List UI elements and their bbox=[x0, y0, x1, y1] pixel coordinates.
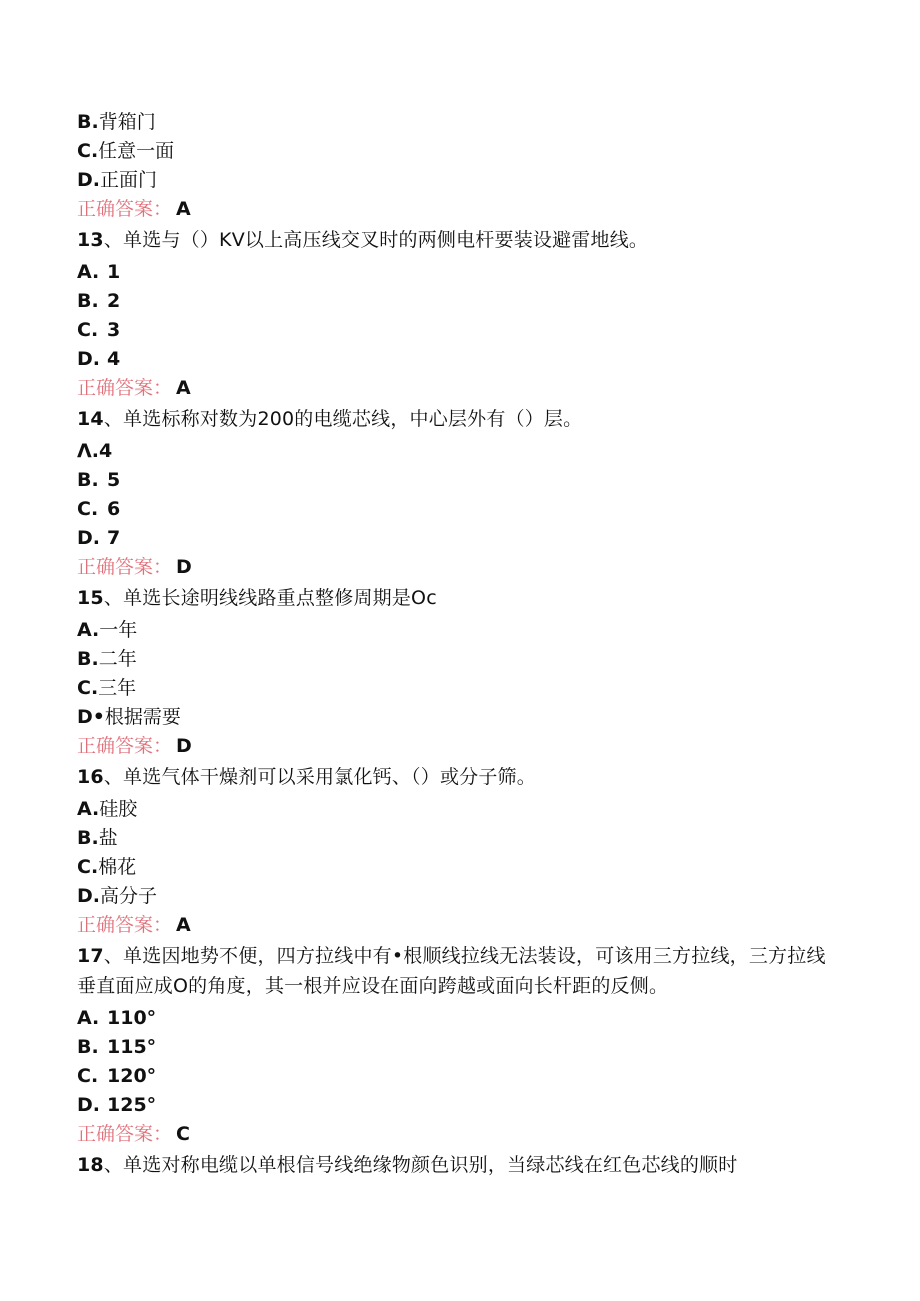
option-d: D.正面门 bbox=[77, 169, 158, 191]
question-17 bbox=[77, 941, 837, 1149]
question-15 bbox=[77, 583, 837, 761]
option-b: B. 2 bbox=[77, 290, 121, 312]
option-a: A. 1 bbox=[77, 261, 121, 283]
question-18 bbox=[77, 1150, 837, 1180]
option-d: D.高分子 bbox=[77, 885, 158, 907]
question-stem: 17、单选因地势不便，四方拉线中有•根顺线拉线无法装设，可该用三方拉线，三方拉线垂直面应成O的角度，其一根并应设在面向跨越或面向长杆距的反侧。 bbox=[77, 945, 826, 997]
question-stem: 13、单选与（）KV以上高压线交叉时的两侧电杆要装设避雷地线。 bbox=[77, 229, 649, 251]
option-c: C. 6 bbox=[77, 498, 121, 520]
answer-line: 正确答案： D bbox=[77, 735, 192, 757]
option-c: C.棉花 bbox=[77, 856, 137, 878]
option-b: B.背箱门 bbox=[77, 111, 156, 133]
question-stem: 18、单选对称电缆以单根信号线绝缘物颜色识别，当绿芯线在红色芯线的顺时 bbox=[77, 1154, 738, 1176]
question-stem: 16、单选气体干燥剂可以采用氯化钙、（）或分子筛。 bbox=[77, 766, 536, 788]
option-c: C. 3 bbox=[77, 319, 121, 341]
option-d: D. 7 bbox=[77, 527, 121, 549]
answer-line: 正确答案： A bbox=[77, 377, 191, 399]
question-stem: 14、单选标称对数为200的电缆芯线，中心层外有（）层。 bbox=[77, 408, 583, 430]
answer-line: 正确答案： D bbox=[77, 556, 192, 578]
document-page bbox=[77, 108, 837, 1183]
question-stem: 15、单选长途明线线路重点整修周期是Oc bbox=[77, 587, 437, 609]
option-d: D. 125° bbox=[77, 1094, 157, 1116]
option-c: C.三年 bbox=[77, 677, 137, 699]
option-b: B. 5 bbox=[77, 469, 121, 491]
option-c: C. 120° bbox=[77, 1065, 157, 1087]
option-c: C.任意一面 bbox=[77, 140, 175, 162]
option-a: A.一年 bbox=[77, 619, 138, 641]
option-d: D. 4 bbox=[77, 348, 121, 370]
option-b: B. 115° bbox=[77, 1036, 157, 1058]
answer-line: 正确答案： A bbox=[77, 198, 191, 220]
option-a: Λ.4 bbox=[77, 440, 113, 462]
prev-question-tail bbox=[77, 108, 837, 224]
answer-line: 正确答案： C bbox=[77, 1123, 190, 1145]
option-b: B.二年 bbox=[77, 648, 137, 670]
option-a: A.硅胶 bbox=[77, 798, 138, 820]
option-a: A. 110° bbox=[77, 1007, 157, 1029]
question-13 bbox=[77, 225, 837, 403]
question-16 bbox=[77, 762, 837, 940]
option-b: B.盐 bbox=[77, 827, 118, 849]
question-14 bbox=[77, 404, 837, 582]
answer-line: 正确答案： A bbox=[77, 914, 191, 936]
option-d: D•根据需要 bbox=[77, 706, 181, 728]
